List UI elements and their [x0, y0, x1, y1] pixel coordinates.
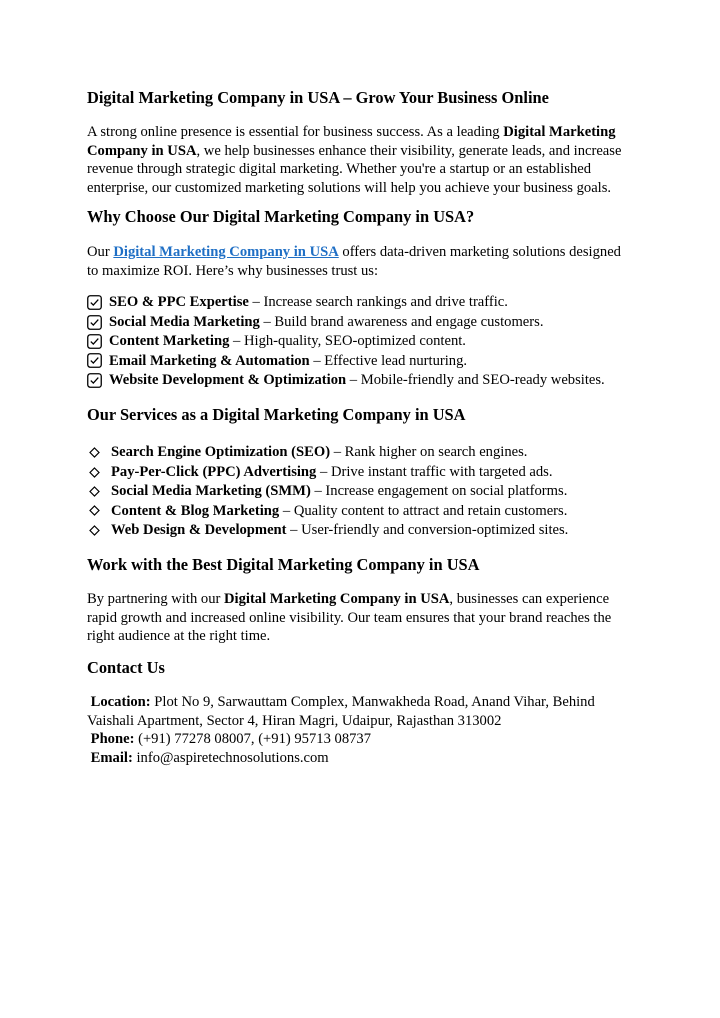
why-item: [87, 312, 632, 331]
intro-paragraph: [87, 123, 632, 197]
service-item: [87, 443, 632, 462]
diamond-bullet-icon: [89, 486, 100, 497]
service-item-desc: – Quality content to attract and retain customers.: [279, 502, 568, 519]
work-text-end: , businesses can experience rapid growth and increased online visibility. Our team ensures that your brand reaches the right audience at the right time.: [87, 591, 612, 645]
why-item-title: Website Development & Optimization: [109, 371, 347, 388]
checkbox-check-icon: [87, 353, 102, 368]
why-item: [87, 293, 632, 312]
why-item-desc: – High-quality, SEO-optimized content.: [229, 333, 466, 350]
services-list: [87, 443, 632, 540]
work-heading: Work with the Best Digital Marketing Company in USA: [87, 555, 480, 574]
service-item-title: Content & Blog Marketing: [111, 502, 280, 519]
contact-phone: [87, 730, 607, 749]
diamond-bullet-icon: [89, 467, 100, 478]
why-list: [87, 293, 632, 390]
service-item: [87, 501, 632, 520]
contact-email: [87, 749, 607, 768]
why-item: [87, 351, 632, 370]
contact-details: [87, 693, 607, 767]
services-heading: Our Services as a Digital Marketing Company in USA: [87, 405, 466, 424]
why-item-title: Social Media Marketing: [109, 313, 260, 330]
service-item: [87, 462, 632, 481]
checkbox-check-icon: [87, 315, 102, 330]
why-keyword-link[interactable]: Digital Marketing Company in USA: [113, 244, 339, 260]
intro-bold-keyword: Digital Marketing Company in USA: [87, 124, 616, 159]
work-paragraph: [87, 590, 632, 646]
service-item-desc: – Rank higher on search engines.: [330, 444, 528, 461]
why-item: [87, 332, 632, 351]
service-item-desc: – Increase engagement on social platforms.: [310, 483, 568, 500]
why-heading: Why Choose Our Digital Marketing Company in USA?: [87, 207, 475, 226]
why-item-title: SEO & PPC Expertise: [109, 294, 249, 311]
checkbox-check-icon: [87, 334, 102, 349]
phone-label: Phone:: [90, 731, 135, 748]
diamond-bullet-icon: [89, 525, 100, 536]
work-text-start: By partnering with our: [87, 591, 224, 607]
service-item-desc: – User-friendly and conversion-optimized sites.: [286, 521, 569, 538]
why-item-title: Content Marketing: [109, 333, 230, 350]
diamond-bullet-icon: [89, 447, 100, 458]
email-value: info@aspiretechnosolutions.com: [132, 749, 329, 766]
page-title: Digital Marketing Company in USA – Grow Your Business Online: [87, 88, 549, 107]
intro-text-start: A strong online presence is essential for business success. As a leading: [87, 124, 504, 140]
checkbox-check-icon: [87, 295, 102, 310]
service-item-title: Pay-Per-Click (PPC) Advertising: [111, 463, 317, 480]
why-item-desc: – Build brand awareness and engage customers.: [259, 313, 544, 330]
why-item-desc: – Effective lead nurturing.: [309, 352, 468, 369]
why-text-end: offers data-driven marketing solutions designed to maximize ROI. Here’s why businesses trust us:: [87, 244, 621, 279]
contact-heading: Contact Us: [87, 658, 165, 677]
work-bold-keyword: Digital Marketing Company in USA: [224, 591, 450, 607]
phone-value: (+91) 77278 08007, (+91) 95713 08737: [134, 731, 372, 748]
diamond-bullet-icon: [89, 505, 100, 516]
why-paragraph: [87, 243, 632, 280]
why-item: [87, 371, 632, 390]
service-item-title: Web Design & Development: [111, 521, 287, 538]
checkbox-check-icon: [87, 373, 102, 388]
why-item-title: Email Marketing & Automation: [109, 352, 310, 369]
intro-text-end: , we help businesses enhance their visibility, generate leads, and increase revenue through strategic digital marketing. Whether you're a startup or an established enterprise, our customized marketing solutions will help you achieve your business goals.: [87, 142, 622, 196]
why-item-desc: – Mobile-friendly and SEO-ready websites.: [346, 371, 605, 388]
why-item-desc: – Increase search rankings and drive traffic.: [248, 294, 508, 311]
contact-location: [87, 693, 607, 730]
service-item-title: Social Media Marketing (SMM): [111, 483, 311, 500]
email-label: Email:: [90, 749, 133, 766]
service-item-desc: – Drive instant traffic with targeted ads.: [316, 463, 553, 480]
service-item-title: Search Engine Optimization (SEO): [111, 444, 331, 461]
location-label: Location:: [90, 694, 151, 710]
location-value: Plot No 9, Sarwauttam Complex, Manwakheda Road, Anand Vihar, Behind Vaishali Apartment, Sector 4, Hiran Magri, Udaipur, Rajasthan 313002: [87, 694, 595, 729]
service-item: [87, 482, 632, 501]
service-item: [87, 521, 632, 540]
why-text-start: Our: [87, 244, 114, 260]
